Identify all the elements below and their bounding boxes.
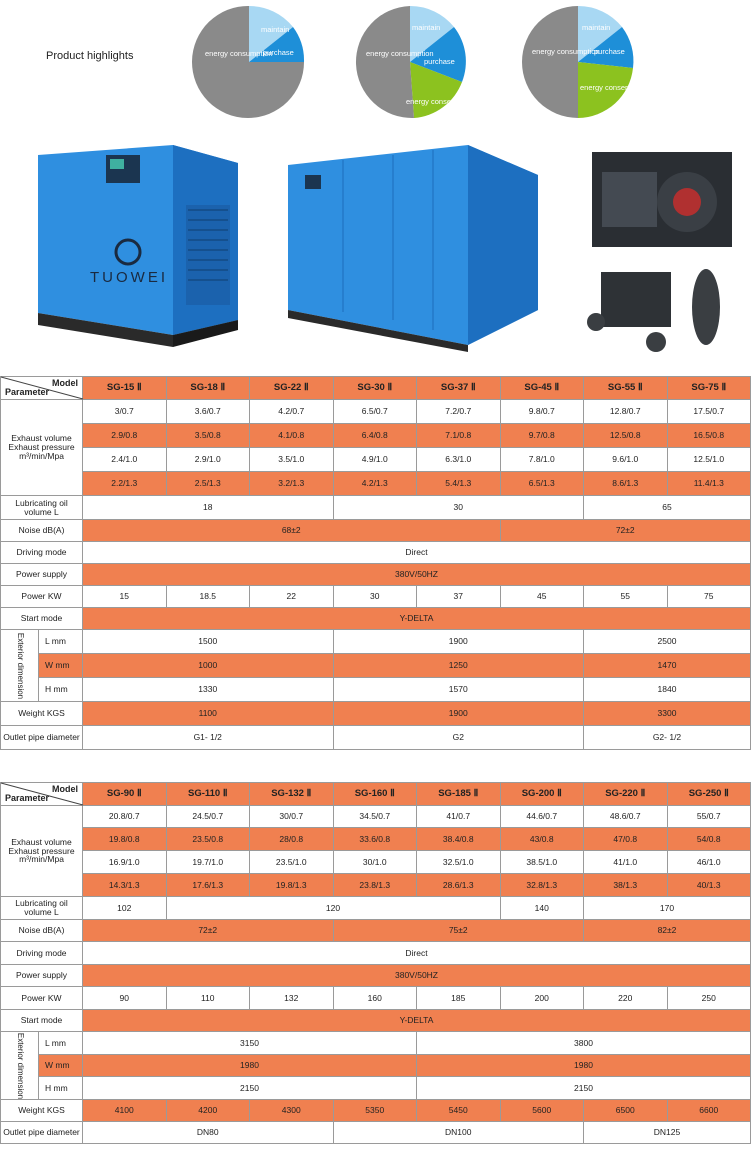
start-label: Start mode (1, 1010, 83, 1032)
cell: 8.6/1.3 (584, 472, 668, 496)
cell: 55/0.7 (667, 806, 751, 828)
power-supply-label: Power supply (1, 564, 83, 586)
cell: 250 (667, 987, 751, 1010)
cell: G2 (333, 726, 584, 750)
model-name: SG-90 Ⅱ (83, 783, 167, 806)
cell: 4100 (83, 1100, 167, 1122)
cell: 22 (250, 586, 334, 608)
w-label: W mm (39, 654, 83, 678)
cell: 54/0.8 (667, 828, 751, 851)
model-name: SG-250 Ⅱ (667, 783, 751, 806)
cell: DN100 (333, 1122, 584, 1144)
cell: 1500 (83, 630, 334, 654)
cell: 19.8/0.8 (83, 828, 167, 851)
cell: 12.5/0.8 (584, 424, 668, 448)
cell: 4.1/0.8 (250, 424, 334, 448)
cell: 55 (584, 586, 668, 608)
cell: Direct (83, 942, 751, 965)
weight-label: Weight KGS (1, 1100, 83, 1122)
cell: 65 (584, 496, 751, 520)
cell: 6500 (584, 1100, 668, 1122)
brand-logo: TUOWEI (90, 269, 168, 286)
cell: 1470 (584, 654, 751, 678)
cell: 43/0.8 (500, 828, 584, 851)
pie-chart-2 (354, 6, 474, 118)
cell: 2.9/1.0 (166, 448, 250, 472)
cell: 3.2/1.3 (250, 472, 334, 496)
exterior-label: Exterior dimension (1, 630, 39, 702)
model-name: SG-45 Ⅱ (500, 377, 584, 400)
cell: 1980 (83, 1055, 417, 1077)
cell: 120 (166, 897, 500, 920)
model-name: SG-110 Ⅱ (166, 783, 250, 806)
cell: 5.4/1.3 (417, 472, 501, 496)
model-name: SG-22 Ⅱ (250, 377, 334, 400)
spec-table-1 (0, 376, 751, 750)
cell: 1900 (333, 630, 584, 654)
exhaust-label: Exhaust volume Exhaust pressure m³/min/Mpa (1, 400, 83, 496)
cell: 9.6/1.0 (584, 448, 668, 472)
cell: 3.6/0.7 (166, 400, 250, 424)
cell: 18.5 (166, 586, 250, 608)
cell: 24.5/0.7 (166, 806, 250, 828)
noise-label: Noise dB(A) (1, 520, 83, 542)
power-supply-label: Power supply (1, 965, 83, 987)
cell: 5600 (500, 1100, 584, 1122)
cell: Y-DELTA (83, 1010, 751, 1032)
pie3-energy-label: energy consumption (532, 47, 600, 56)
cell: 3300 (584, 702, 751, 726)
model-name: SG-55 Ⅱ (584, 377, 668, 400)
cell: 11.4/1.3 (667, 472, 751, 496)
cell: 72±2 (83, 920, 334, 942)
model-name: SG-18 Ⅱ (166, 377, 250, 400)
cell: 23.5/0.8 (166, 828, 250, 851)
start-label: Start mode (1, 608, 83, 630)
cell: 20.8/0.7 (83, 806, 167, 828)
cell: 6600 (667, 1100, 751, 1122)
cell: 2.4/1.0 (83, 448, 167, 472)
cell: 37 (417, 586, 501, 608)
cell: 6.3/1.0 (417, 448, 501, 472)
cell: 1250 (333, 654, 584, 678)
cell: 17.5/0.7 (667, 400, 751, 424)
cell: 2500 (584, 630, 751, 654)
cell: 200 (500, 987, 584, 1010)
cell: 14.3/1.3 (83, 874, 167, 897)
cell: 82±2 (584, 920, 751, 942)
cell: 23.8/1.3 (333, 874, 417, 897)
cell: 160 (333, 987, 417, 1010)
model-name: SG-37 Ⅱ (417, 377, 501, 400)
cell: 17.6/1.3 (166, 874, 250, 897)
pie3-maintain-label: maintain (582, 23, 611, 32)
pie2-energy-label: energy consumption (366, 49, 434, 58)
cell: 3.5/0.8 (166, 424, 250, 448)
cell: Direct (83, 542, 751, 564)
cell: 46/1.0 (667, 851, 751, 874)
weight-label: Weight KGS (1, 702, 83, 726)
cell: 4.2/0.7 (250, 400, 334, 424)
cell: 1980 (417, 1055, 751, 1077)
outlet-label: Outlet pipe diameter (1, 1122, 83, 1144)
cell: 38.5/1.0 (500, 851, 584, 874)
outlet-label: Outlet pipe diameter (1, 726, 83, 750)
cell: 48.6/0.7 (584, 806, 668, 828)
model-name: SG-132 Ⅱ (250, 783, 334, 806)
oil-label: Lubricating oil volume L (1, 496, 83, 520)
cell: 90 (83, 987, 167, 1010)
cell: 1840 (584, 678, 751, 702)
parameter-header: Parameter (5, 792, 50, 803)
h-label: H mm (39, 678, 83, 702)
model-name: SG-30 Ⅱ (333, 377, 417, 400)
model-name: SG-220 Ⅱ (584, 783, 668, 806)
cell: 19.7/1.0 (166, 851, 250, 874)
cell: 28.6/1.3 (417, 874, 501, 897)
cell: 102 (83, 897, 167, 920)
compressor-photo-large (283, 140, 548, 350)
exhaust-label: Exhaust volume Exhaust pressure m³/min/Mpa (1, 806, 83, 897)
cell: 2.5/1.3 (166, 472, 250, 496)
parameter-header: Parameter (5, 386, 50, 397)
cell: 12.5/1.0 (667, 448, 751, 472)
cell: 6.4/0.8 (333, 424, 417, 448)
cell: 5450 (417, 1100, 501, 1122)
pie-chart-3 (522, 6, 648, 118)
cell: 12.8/0.7 (584, 400, 668, 424)
cell: 7.8/1.0 (500, 448, 584, 472)
cell: 4.9/1.0 (333, 448, 417, 472)
cell: 7.2/0.7 (417, 400, 501, 424)
cell: 30 (333, 496, 584, 520)
cell: 38.4/0.8 (417, 828, 501, 851)
cell: 1570 (333, 678, 584, 702)
cell: 3/0.7 (83, 400, 167, 424)
cell: 41/0.7 (417, 806, 501, 828)
cell: 38/1.3 (584, 874, 668, 897)
noise-label: Noise dB(A) (1, 920, 83, 942)
cell: 30 (333, 586, 417, 608)
cell: 220 (584, 987, 668, 1010)
cell: 2150 (417, 1077, 751, 1100)
cell: 140 (500, 897, 584, 920)
h-label: H mm (39, 1077, 83, 1100)
cell: 1000 (83, 654, 334, 678)
model-name: SG-200 Ⅱ (500, 783, 584, 806)
cell: 75±2 (333, 920, 584, 942)
w-label: W mm (39, 1055, 83, 1077)
airend-photo (592, 152, 732, 247)
cell: 2150 (83, 1077, 417, 1100)
pie1-purchase-label: purchase (263, 48, 294, 57)
model-name: SG-160 Ⅱ (333, 783, 417, 806)
cell: DN80 (83, 1122, 334, 1144)
spec-table-2 (0, 782, 751, 1144)
cell: 6.5/1.3 (500, 472, 584, 496)
pie3-purchase-label: purchase (594, 47, 625, 56)
cell: 16.5/0.8 (667, 424, 751, 448)
table-header-corner (1, 783, 83, 806)
cell: G2- 1/2 (584, 726, 751, 750)
oil-label: Lubricating oil volume L (1, 897, 83, 920)
cell: 380V/50HZ (83, 564, 751, 586)
pie1-maintain-label: maintain (261, 25, 290, 34)
cell: 3800 (417, 1032, 751, 1055)
cell: G1- 1/2 (83, 726, 334, 750)
cell: 28/0.8 (250, 828, 334, 851)
pie2-conservation-label: energy conservation (406, 97, 474, 106)
power-label: Power KW (1, 987, 83, 1010)
model-name: SG-185 Ⅱ (417, 783, 501, 806)
driving-label: Driving mode (1, 542, 83, 564)
rotor-assembly-photo (576, 262, 736, 357)
power-label: Power KW (1, 586, 83, 608)
cell: 1330 (83, 678, 334, 702)
cell: 7.1/0.8 (417, 424, 501, 448)
cell: 132 (250, 987, 334, 1010)
cell: 41/1.0 (584, 851, 668, 874)
cell: 4.2/1.3 (333, 472, 417, 496)
cell: 75 (667, 586, 751, 608)
pie3-conservation-label: energy conservation (580, 83, 648, 92)
cell: 170 (584, 897, 751, 920)
cell: 2.2/1.3 (83, 472, 167, 496)
model-header: Model (52, 784, 78, 794)
product-highlights-title: Product highlights (46, 50, 134, 62)
cell: 1900 (333, 702, 584, 726)
cell: 44.6/0.7 (500, 806, 584, 828)
model-name: SG-75 Ⅱ (667, 377, 751, 400)
l-label: L mm (39, 630, 83, 654)
pie2-purchase-label: purchase (424, 57, 455, 66)
cell: 18 (83, 496, 334, 520)
cell: 9.7/0.8 (500, 424, 584, 448)
pie3-energy-slice (522, 6, 578, 118)
cell: 45 (500, 586, 584, 608)
table-header-corner (1, 377, 83, 400)
cell: 19.8/1.3 (250, 874, 334, 897)
cell: 3.5/1.0 (250, 448, 334, 472)
model-header: Model (52, 378, 78, 388)
cell: 30/0.7 (250, 806, 334, 828)
cell: 380V/50HZ (83, 965, 751, 987)
model-name: SG-15 Ⅱ (83, 377, 167, 400)
cell: 47/0.8 (584, 828, 668, 851)
pie-chart-1 (193, 6, 305, 118)
cell: Y-DELTA (83, 608, 751, 630)
cell: 32.8/1.3 (500, 874, 584, 897)
cell: 16.9/1.0 (83, 851, 167, 874)
cell: 1100 (83, 702, 334, 726)
cell: 68±2 (83, 520, 501, 542)
cell: DN125 (584, 1122, 751, 1144)
cell: 5350 (333, 1100, 417, 1122)
cell: 33.6/0.8 (333, 828, 417, 851)
cell: 30/1.0 (333, 851, 417, 874)
compressor-photo-small (28, 135, 253, 350)
cell: 34.5/0.7 (333, 806, 417, 828)
cell: 32.5/1.0 (417, 851, 501, 874)
cell: 23.5/1.0 (250, 851, 334, 874)
cell: 9.8/0.7 (500, 400, 584, 424)
cell: 185 (417, 987, 501, 1010)
pie2-maintain-label: maintain (412, 23, 441, 32)
driving-label: Driving mode (1, 942, 83, 965)
cell: 110 (166, 987, 250, 1010)
cell: 72±2 (500, 520, 751, 542)
cell: 3150 (83, 1032, 417, 1055)
exterior-label: Exterior dimension (1, 1032, 39, 1100)
cell: 4300 (250, 1100, 334, 1122)
cell: 6.5/0.7 (333, 400, 417, 424)
pie1-energy-label: energy consumption (205, 49, 273, 58)
cell: 2.9/0.8 (83, 424, 167, 448)
cell: 15 (83, 586, 167, 608)
l-label: L mm (39, 1032, 83, 1055)
cell: 4200 (166, 1100, 250, 1122)
cell: 40/1.3 (667, 874, 751, 897)
